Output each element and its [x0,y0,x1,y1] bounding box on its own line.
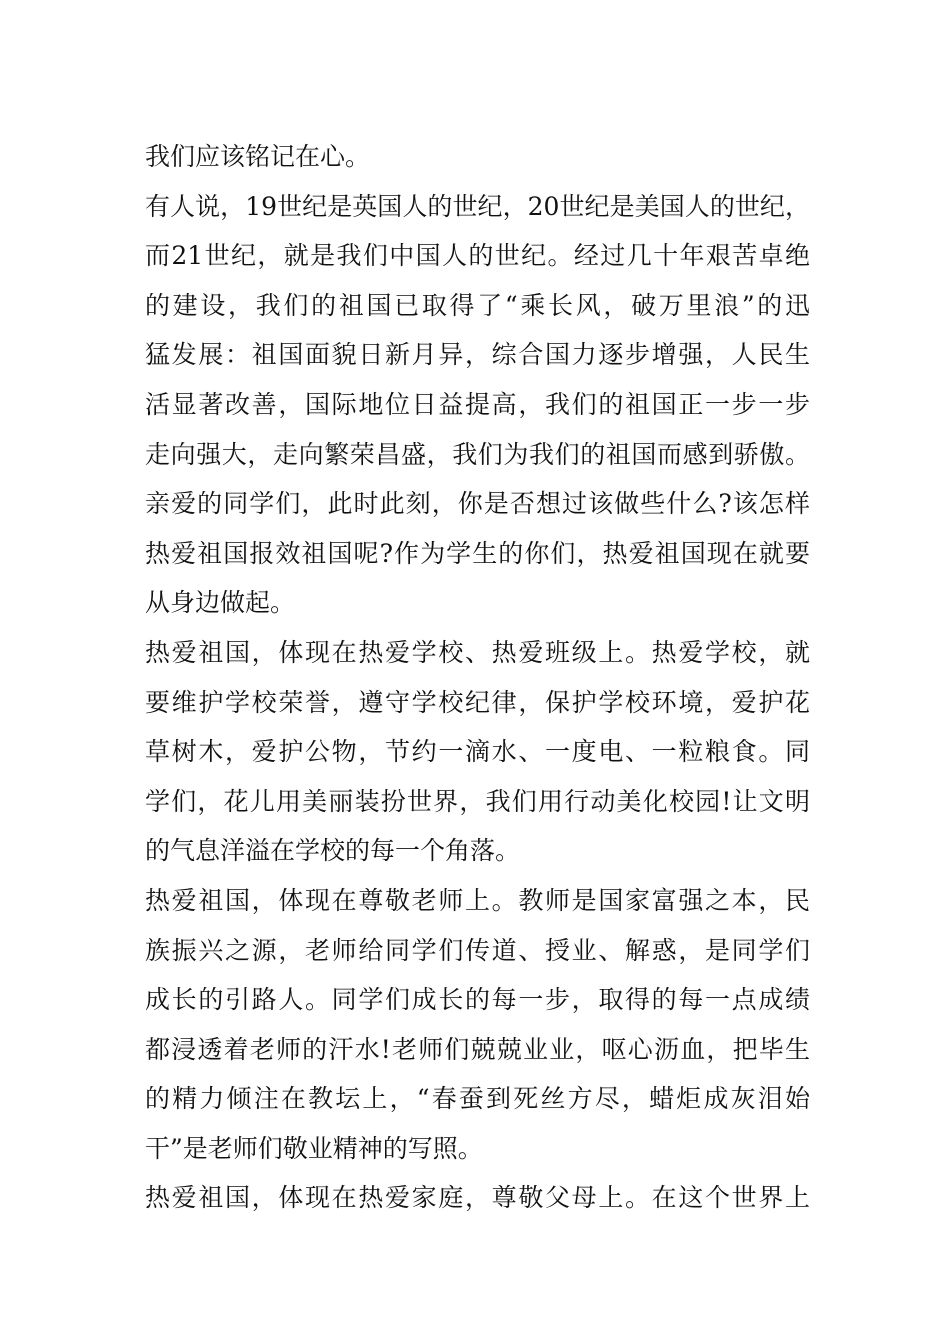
text-line: 族振兴之源，老师给同学们传道、授业、解惑，是同学们 [145,935,810,965]
text-line: 的精力倾注在教坛上，“春蚕到死丝方尽，蜡炬成灰泪始 [145,1084,810,1114]
text-line: 热爱祖国，体现在尊敬老师上。教师是国家富强之本，民 [145,885,810,915]
text-line: 热爱祖国，体现在热爱家庭，尊敬父母上。在这个世界上 [145,1183,810,1213]
text-line: 要维护学校荣誉，遵守学校纪律，保护学校环境，爱护花 [145,687,810,717]
text-line: 有人说，19世纪是英国人的世纪，20世纪是美国人的世纪， [145,191,810,221]
text-line: 学们，花儿用美丽装扮世界，我们用行动美化校园!让文明 [145,786,810,816]
text-line: 都浸透着老师的汗水!老师们兢兢业业，呕心沥血，把毕生 [145,1034,810,1064]
text-line: 我们应该铭记在心。 [145,142,371,171]
text-line: 成长的引路人。同学们成长的每一步，取得的每一点成绩 [145,985,810,1015]
text-line: 从身边做起。 [145,588,296,618]
text-line: 热爱祖国，体现在热爱学校、热爱班级上。热爱学校，就 [145,637,810,667]
text-line: 活显著改善，国际地位日益提高，我们的祖国正一步一步 [145,389,810,419]
text-line: 的建设，我们的祖国已取得了“乘长风，破万里浪”的迅 [145,290,810,320]
text-line: 猛发展：祖国面貌日新月异，综合国力逐步增强，人民生 [145,340,810,370]
text-line: 亲爱的同学们，此时此刻，你是否想过该做些什么?该怎样 [145,489,810,519]
text-line: 干”是老师们敬业精神的写照。 [145,1133,483,1163]
text-line: 热爱祖国报效祖国呢?作为学生的你们，热爱祖国现在就要 [145,538,810,568]
text-line: 走向强大，走向繁荣昌盛，我们为我们的祖国而感到骄傲。 [145,439,810,469]
text-line: 而21世纪，就是我们中国人的世纪。经过几十年艰苦卓绝 [145,241,810,271]
text-line: 的气息洋溢在学校的每一个角落。 [145,836,521,866]
text-line: 草树木，爱护公物，节约一滴水、一度电、一粒粮食。同 [145,737,810,767]
document-body [145,132,810,1223]
